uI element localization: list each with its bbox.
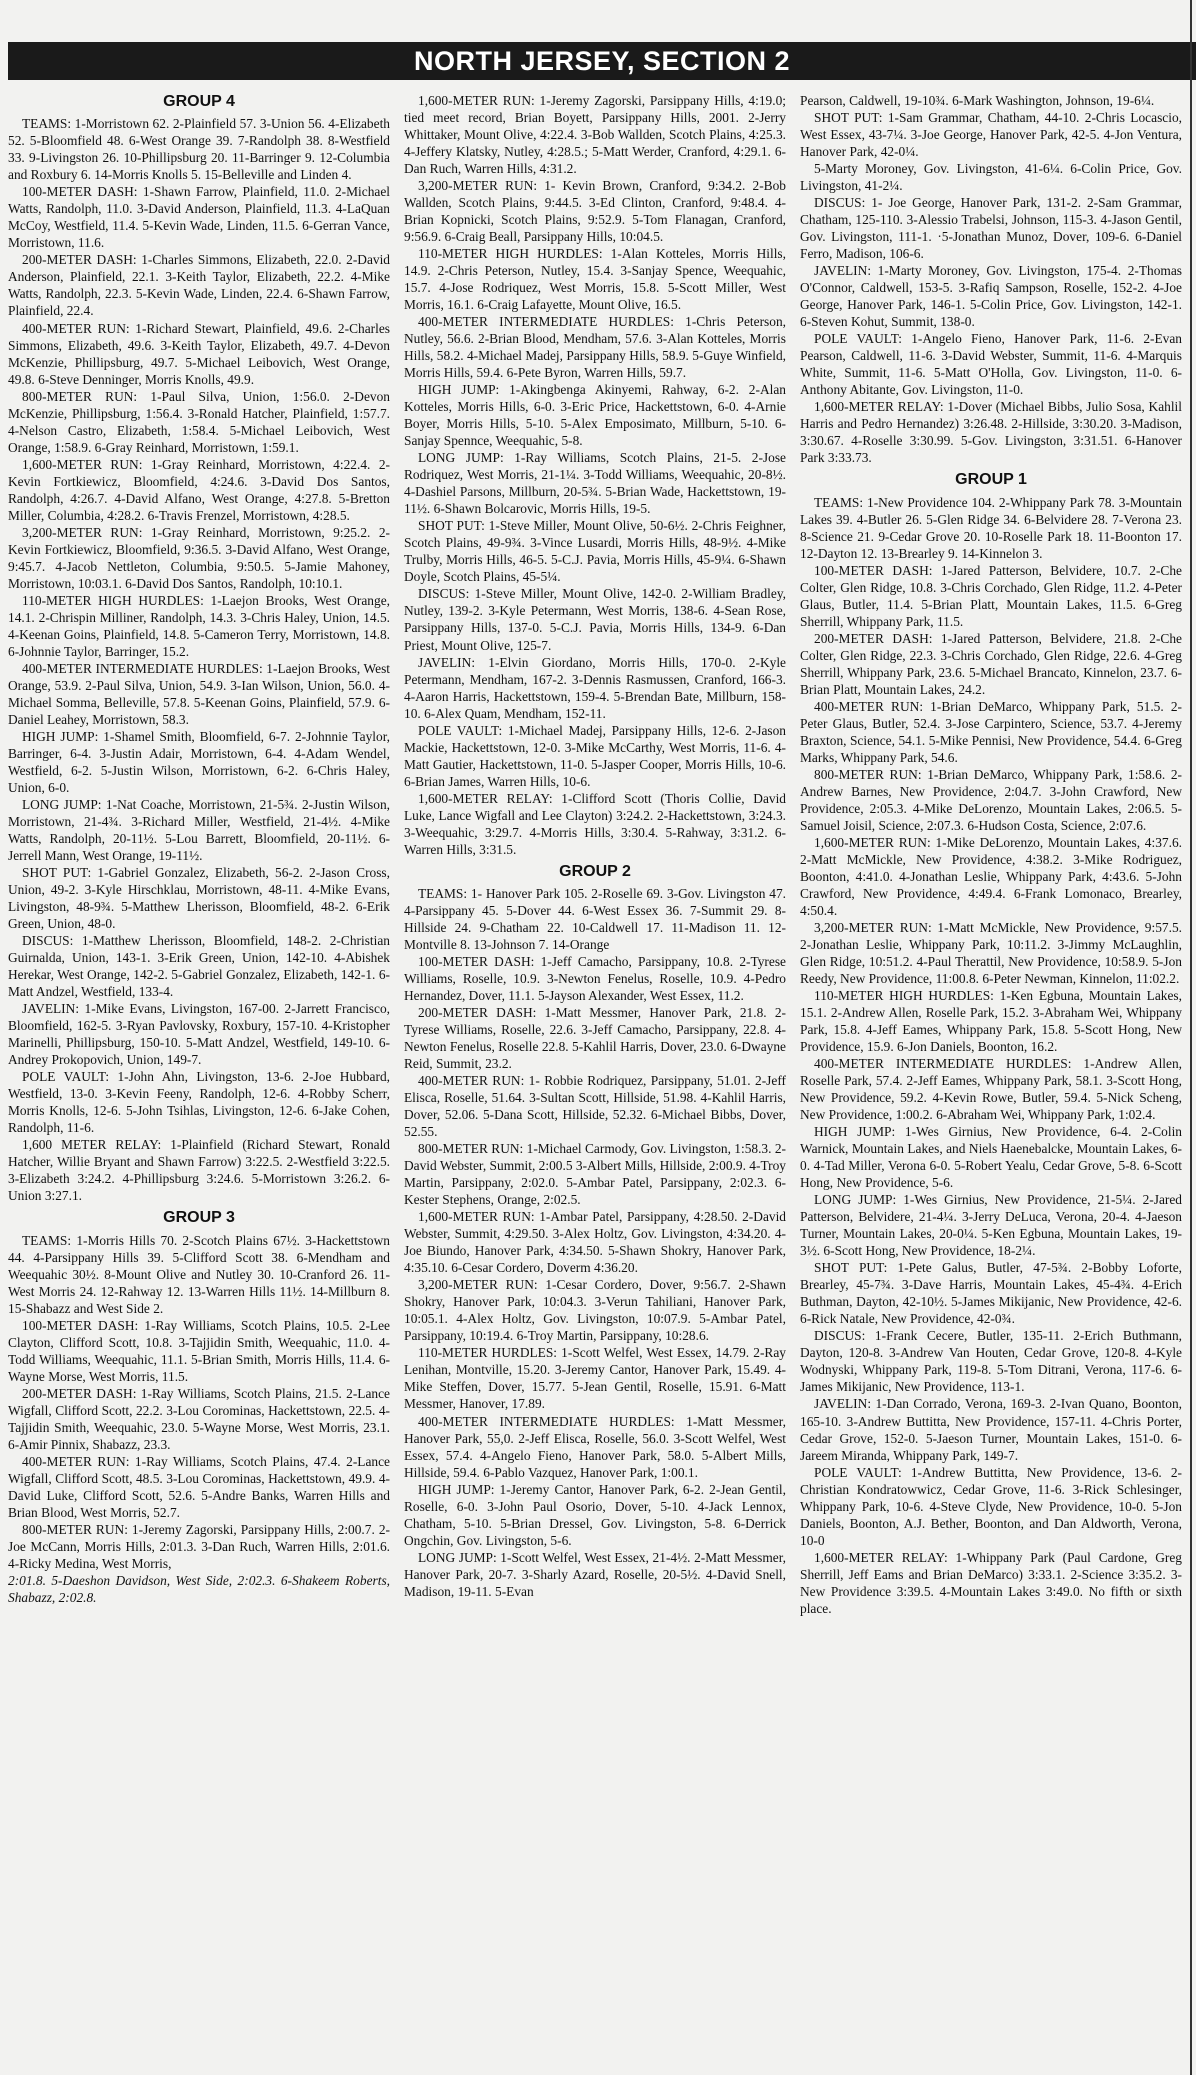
group-heading: GROUP 2	[559, 862, 631, 880]
result-paragraph: 200-METER DASH: 1-Ray Williams, Scotch Plains, 21.5. 2-Lance Wigfall, Clifford Scott, 22.2. 3-Lou Corominas, Hackettstown, 22.5. 4-Tajjidin Smith, Weequahic, 23.0. 5-Wayne Morse, West Morris, 23.1. 6-Amir Pinnix, Shabazz, 23.3.	[8, 1385, 390, 1452]
result-paragraph: 110-METER HIGH HURDLES: 1-Laejon Brooks, West Orange, 14.1. 2-Chrispin Milliner, Randolph, 14.3. 3-Chris Haley, Union, 14.5. 4-Keenan Goins, Plainfield, 14.8. 5-Cameron Terry, Morristown, 14.8. 6-Johnnie Taylor, Barringer, 15.2.	[8, 592, 390, 659]
result-paragraph: 400-METER INTERMEDIATE HURDLES: 1-Chris Peterson, Nutley, 56.6. 2-Brian Blood, Mendham, 57.6. 3-Alan Kotteles, Morris Hills, 58.2. 4-Michael Madej, Parsippany Hills, 58.9. 5-Guye Winfield, Morris Hills, 59.4. 6-Pete Byron, Warren Hills, 59.7.	[404, 314, 786, 381]
result-paragraph: 100-METER DASH: 1-Shawn Farrow, Plainfield, 11.0. 2-Michael Watts, Randolph, 11.0. 3-David Anderson, Plainfield, 11.3. 4-LaQuan McCoy, Westfield, 11.4. 5-Kevin Wade, Linden, 11.5. 6-Gerran Vance, Morristown, 11.6.	[8, 184, 390, 251]
result-paragraph: 400-METER INTERMEDIATE HURDLES: 1-Laejon Brooks, West Orange, 53.9. 2-Paul Silva, Union, 54.9. 3-Ian Wilson, Union, 56.0. 4-Michael Somma, Belleville, 57.8. 5-Keenan Goins, Plainfield, 57.9. 6-Daniel Leahey, Morristown, 58.3.	[8, 660, 390, 727]
group-heading: GROUP 1	[955, 471, 1027, 489]
result-paragraph: LONG JUMP: 1-Ray Williams, Scotch Plains, 21-5. 2-Jose Rodriquez, West Morris, 21-1¼. 3-Todd Williams, Weequahic, 20-8½. 4-Dashiel Parsons, Millburn, 20-5¾. 5-Brian Wade, Hackettstown, 19-11½. 6-Shawn Bolcarovic, Morris Hills, 19-5.	[404, 450, 786, 517]
result-paragraph: JAVELIN: 1-Mike Evans, Livingston, 167-00. 2-Jarrett Francisco, Bloomfield, 162-5. 3-Ryan Pavlovsky, Roxbury, 157-10. 4-Kristopher Marinelli, Phillipsburg, 150-10. 5-Matt Andzel, Westfield, 149-10. 6-Andrey Prokopovich, Union, 149-7.	[8, 1001, 390, 1068]
result-paragraph: HIGH JUMP: 1-Jeremy Cantor, Hanover Park, 6-2. 2-Jean Gentil, Roselle, 6-0. 3-John Paul Osorio, Dover, 5-10. 4-Jack Lennox, Chatham, 5-10. 5-Brian Dressel, Gov. Livingston, 5-8. 6-Derrick Ongchin, Gov. Livingston, 5-6.	[404, 1481, 786, 1548]
result-paragraph: LONG JUMP: 1-Wes Girnius, New Providence, 21-5¼. 2-Jared Patterson, Belvidere, 21-4¼. 3-Jerry DeLuca, Verona, 20-4. 4-Jaeson Turner, Mountain Lakes, 20-0¼. 5-Ken Egbuna, Mountain Lakes, 19-3½. 6-Scott Hong, New Providence, 18-2¼.	[800, 1192, 1182, 1259]
result-paragraph: TEAMS: 1- Hanover Park 105. 2-Roselle 69. 3-Gov. Livingston 47. 4-Parsippany 45. 5-Dover 44. 6-West Essex 36. 7-Summit 29. 8-Hillside 24. 9-Chatham 22. 10-Caldwell 17. 11-Madison 11. 12-Montville 8. 13-Johnson 7. 14-Orange	[404, 886, 786, 953]
result-paragraph: SHOT PUT: 1-Pete Galus, Butler, 47-5¾. 2-Bobby Loforte, Brearley, 45-7¾. 3-Dave Harris, Mountain Lakes, 45-4¾. 4-Erich Buthman, Dayton, 42-10½. 5-James Mikijanic, New Providence, 42-6. 6-Rick Natale, New Providence, 42-0¾.	[800, 1260, 1182, 1327]
result-paragraph: Pearson, Caldwell, 19-10¾. 6-Mark Washington, Johnson, 19-6¼.	[800, 93, 1155, 108]
results-column-2	[404, 92, 786, 2070]
result-paragraph: 2:01.8. 5-Daeshon Davidson, West Side, 2:02.3. 6-Shakeem Roberts, Shabazz, 2:02.8.	[8, 1572, 390, 1605]
result-paragraph: DISCUS: 1- Joe George, Hanover Park, 131-2. 2-Sam Grammar, Chatham, 125-110. 3-Alessio Trabelsi, Johnson, 115-3. 4-Jason Gentil, Gov. Livingston, 111-1. ·5-Jonathan Munoz, Dover, 109-6. 6-Daniel Ferro, Madison, 106-6.	[800, 195, 1182, 262]
result-paragraph: DISCUS: 1-Steve Miller, Mount Olive, 142-0. 2-William Bradley, Nutley, 139-2. 3-Kyle Petermann, West Morris, 138-6. 4-Sean Rose, Parsippany Hills, 137-0. 5-C.J. Pavia, Morris Hills, 134-9. 6-Dan Priest, Mount Olive, 125-7.	[404, 586, 786, 653]
result-paragraph: TEAMS: 1-Morris Hills 70. 2-Scotch Plains 67½. 3-Hackettstown 44. 4-Parsippany Hills 39. 5-Clifford Scott 38. 6-Mendham and Weequahic 30½. 8-Mount Olive and Nutley 30. 10-Cranford 26. 11- West Morris 24. 12-Rahway 12. 13-Warren Hills 11½. 14-Millburn 8. 15-Shabazz and West Side 2.	[8, 1232, 390, 1316]
result-paragraph: POLE VAULT: 1-Michael Madej, Parsippany Hills, 12-6. 2-Jason Mackie, Hackettstown, 12-0. 3-Mike McCarthy, West Morris, 11-6. 4-Matt Gautier, Hackettstown, 11-0. 5-Jasper Cooper, Morris Hills, 10-6. 6-Brian James, Warren Hills, 10-6.	[404, 722, 786, 789]
result-paragraph: POLE VAULT: 1-John Ahn, Livingston, 13-6. 2-Joe Hubbard, Westfield, 13-0. 3-Kevin Feeny, Randolph, 12-6. 4-Robby Scherr, Morris Knolls, 12-6. 5-John Tsihlas, Livingston, 12-6. 6-Jake Cohen, Randolph, 11-6.	[8, 1069, 390, 1136]
group-heading: GROUP 4	[163, 93, 235, 110]
result-paragraph: 1,600 METER RELAY: 1-Plainfield (Richard Stewart, Ronald Hatcher, Willie Bryant and Shawn Farrow) 3:22.5. 2-Westfield 3:22.5. 3-Elizabeth 3:24.2. 4-Phillipsburg 3:24.6. 5-Morristown 3:26.2. 6-Union 3:27.1.	[8, 1137, 390, 1204]
result-paragraph: 100-METER DASH: 1-Jared Patterson, Belvidere, 10.7. 2-Che Colter, Glen Ridge, 10.8. 3-Chris Corchado, Glen Ridge, 11.2. 4-Peter Glaus, Butler, 11.4. 5-Brian Platt, Mountain Lakes, 11.5. 6-Greg Sherrill, Whippany Park, 11.5.	[800, 562, 1182, 629]
result-paragraph: 3,200-METER RUN: 1-Matt McMickle, New Providence, 9:57.5. 2-Jonathan Leslie, Whippany Park, 10:11.2. 3-Jimmy McLaughlin, Glen Ridge, 10:51.2. 4-Paul Therattil, New Providence, 10:58.9. 5-Jon Reedy, New Providence, 11:00.8. 6-Peter Newman, Kinnelon, 11:02.2.	[800, 920, 1182, 987]
result-paragraph: 1,600-METER RELAY: 1-Whippany Park (Paul Cardone, Greg Sherrill, Jeff Eams and Brian DeMarco) 3:33.1. 2-Science 3:35.2. 3-New Providence 3:39.5. 4-Mountain Lakes 3:49.0. No fifth or sixth place.	[800, 1549, 1182, 1616]
result-paragraph: JAVELIN: 1-Marty Moroney, Gov. Livingston, 175-4. 2-Thomas O'Connor, Caldwell, 153-5. 3-Rafiq Sampson, Roselle, 152-2. 4-Joe George, Hanover Park, 146-1. 5-Colin Price, Gov. Livingston, 142-1. 6-Steven Kohut, Summit, 138-0.	[800, 263, 1182, 330]
result-paragraph: TEAMS: 1-Morristown 62. 2-Plainfield 57. 3-Union 56. 4-Elizabeth 52. 5-Bloomfield 48. 6-West Orange 39. 7-Randolph 38. 8-Westfield 33. 9-Livingston 26. 10-Phillipsburg 20. 11-Barringer 9. 12-Columbia and Roxbury 6. 14-Morris Knolls 5. 15-Belleville and Linden 4.	[8, 116, 390, 183]
result-paragraph: HIGH JUMP: 1-Shamel Smith, Bloomfield, 6-7. 2-Johnnie Taylor, Barringer, 6-4. 3-Justin Adair, Morristown, 6-4. 4-Adam Wendel, Westfield, 6-2. 5-Justin Wilson, Morristown, 6-2. 6-Chris Haley, Union, 6-0.	[8, 728, 390, 795]
column-divider	[1190, 0, 1192, 2075]
result-paragraph: 200-METER DASH: 1-Jared Patterson, Belvidere, 21.8. 2-Che Colter, Glen Ridge, 22.3. 3-Chris Corchado, Glen Ridge, 22.6. 4-Greg Sherrill, Whippany Park, 23.6. 5-Michael Brancato, Kinnelon, 23.7. 6-Brian Platt, Mountain Lakes, 24.2.	[800, 630, 1182, 697]
result-paragraph: 1,600-METER RUN: 1-Jeremy Zagorski, Parsippany Hills, 4:19.0; tied meet record, Brian Boyett, Parsippany Hills, 2001. 2-Jerry Whittaker, Mount Olive, 4:22.4. 3-Bob Wallden, Scotch Plains, 4:25.3. 4-Jeffery Klatsky, Nutley, 4:28.5.; 5-Matt Werder, Cranford, 4:29.1. 6-Dan Ruch, Warren Hills, 4:31.2.	[404, 93, 786, 177]
result-paragraph: 110-METER HIGH HURDLES: 1-Alan Kotteles, Morris Hills, 14.9. 2-Chris Peterson, Nutley, 15.4. 3-Sanjay Spence, Weequahic, 15.7. 4-Jose Rodriquez, West Morris, 15.8. 5-Scott Miller, West Morris, 16.1. 6-Craig Lafayette, Mount Olive, 16.5.	[404, 246, 786, 313]
result-paragraph: 800-METER RUN: 1-Michael Carmody, Gov. Livingston, 1:58.3. 2-David Webster, Summit, 2:00.5 3-Albert Mills, Hillside, 2:00.9. 4-Troy Martin, Parsippany, 2:02.0. 5-Ambar Patel, Parsippany, 2:02.3. 6-Kester Stephens, Orange, 2:02.5.	[404, 1141, 786, 1208]
result-paragraph: 110-METER HIGH HURDLES: 1-Ken Egbuna, Mountain Lakes, 15.1. 2-Andrew Allen, Roselle Park, 15.2. 3-Abraham Wei, Whippany Park, 15.8. 4-Jeff Eames, Whippany Park, 15.8. 5-Scott Hong, New Providence, 15.9. 6-Jon Daniels, Boonton, 16.2.	[800, 988, 1182, 1055]
result-paragraph: SHOT PUT: 1-Steve Miller, Mount Olive, 50-6½. 2-Chris Feighner, Scotch Plains, 49-9¾. 3-Vince Lusardi, Morris Hills, 48-9½. 4-Mike Trulby, Morris Hills, 46-5. 5-C.J. Pavia, Morris Hills, 45-9¼. 6-Shawn Doyle, Scotch Plains, 45-5¼.	[404, 518, 786, 585]
result-paragraph: 200-METER DASH: 1-Charles Simmons, Elizabeth, 22.0. 2-David Anderson, Plainfield, 22.1. 3-Keith Taylor, Elizabeth, 22.2. 4-Mike Watts, Randolph, 22.3. 5-Kevin Wade, Linden, 22.4. 6-Shawn Farrow, Plainfield, 22.4.	[8, 252, 390, 319]
result-paragraph: 400-METER RUN: 1-Richard Stewart, Plainfield, 49.6. 2-Charles Simmons, Elizabeth, 49.6. 3-Keith Taylor, Elizabeth, 49.7. 4-Devon McKenzie, Phillipsburg, 49.7. 5-Michael Leibovich, West Orange, 49.8. 6-Steve Denninger, Morris Knolls, 49.9.	[8, 320, 390, 387]
result-paragraph: HIGH JUMP: 1-Akingbenga Akinyemi, Rahway, 6-2. 2-Alan Kotteles, Morris Hills, 6-0. 3-Eric Price, Hackettstown, 6-0. 4-Arnie Boyer, Morris Hills, 5-10. 5-Alex Emposimato, Millburn, 5-10. 6-Sanjay Spennce, Weequahic, 5-8.	[404, 382, 786, 449]
result-paragraph: JAVELIN: 1-Elvin Giordano, Morris Hills, 170-0. 2-Kyle Petermann, Mendham, 167-2. 3-Dennis Rasmussen, Cranford, 166-3. 4-Aaron Harris, Hackettstown, 159-4. 5-Brendan Bate, Millburn, 158-10. 6-Alex Quam, Mendham, 152-11.	[404, 654, 786, 721]
result-paragraph: 1,600-METER RELAY: 1-Dover (Michael Bibbs, Julio Sosa, Kahlil Harris and Pedro Hernandez) 3:26.48. 2-Hillside, 3:30.20. 3-Madison, 3:30.67. 4-Roselle 3:30.99. 5-Gov. Livingston, 3:31.51. 6-Hanover Park 3:33.73.	[800, 399, 1182, 466]
result-paragraph: SHOT PUT: 1-Gabriel Gonzalez, Elizabeth, 56-2. 2-Jason Cross, Union, 49-2. 3-Kyle Hirschklau, Morristown, 48-11. 4-Mike Evans, Livingston, 48-9¾. 5-Matthew Lherisson, Bloomfield, 48-2. 6-Erik Green, Union, 48-0.	[8, 865, 390, 932]
result-paragraph: LONG JUMP: 1-Nat Coache, Morristown, 21-5¾. 2-Justin Wilson, Morristown, 21-4¾. 3-Richard Miller, Westfield, 21-4½. 4-Mike Watts, Randolph, 20-11½. 5-Lou Barrett, Bloomfield, 20-11½. 6-Jerrell Mann, West Orange, 19-11½.	[8, 796, 390, 863]
result-paragraph: 3,200-METER RUN: 1-Gray Reinhard, Morristown, 9:25.2. 2-Kevin Fortkiewicz, Bloomfield, 9:36.5. 3-David Alfano, West Orange, 9:45.7. 4-Jacob Nettleton, Columbia, 9:50.5. 5-Jamie Mahoney, Morristown, 10:03.1. 6-David Dos Santos, Randolph, 10:10.1.	[8, 524, 390, 591]
result-paragraph: 1,600-METER RUN: 1-Gray Reinhard, Morristown, 4:22.4. 2-Kevin Fortkiewicz, Bloomfield, 4:24.6. 3-David Dos Santos, Randolph, 4:26.7. 4-David Alfano, West Orange, 4:27.8. 5-Bretton Miller, Columbia, 4:28.2. 6-Travis Frenzel, Morristown, 4:28.5.	[8, 456, 390, 523]
result-paragraph: 800-METER RUN: 1-Jeremy Zagorski, Parsippany Hills, 2:00.7. 2-Joe McCann, Morris Hills, 2:01.3. 3-Dan Ruch, Warren Hills, 2:01.6. 4-Ricky Medina, West Morris,	[8, 1521, 390, 1571]
result-paragraph: SHOT PUT: 1-Sam Grammar, Chatham, 44-10. 2-Chris Locascio, West Essex, 43-7¼. 3-Joe George, Hanover Park, 42-5. 4-Jon Ventura, Hanover Park, 42-0¼.	[800, 110, 1182, 160]
result-paragraph: 1,600-METER RELAY: 1-Clifford Scott (Thoris Collie, David Luke, Lance Wigfall and Lee Clayton) 3:24.2. 2-Hackettstown, 3:24.3. 3-Weequahic, 3:29.7. 4-Morris Hills, 3:30.4. 5-Rahway, 3:31.2. 6-Warren Hills, 3:31.5.	[404, 790, 786, 857]
result-paragraph: TEAMS: 1-New Providence 104. 2-Whippany Park 78. 3-Mountain Lakes 39. 4-Butler 26. 5-Glen Ridge 34. 6-Belvidere 28. 7-Verona 23. 8-Science 21. 9-Cedar Grove 20. 10-Roselle Park 18. 11-Boonton 17. 12-Dayton 12. 13-Brearley 9. 14-Kinnelon 3.	[800, 494, 1182, 561]
section-banner	[8, 42, 1196, 80]
results-column-1	[8, 92, 390, 2070]
result-paragraph: 1,600-METER RUN: 1-Ambar Patel, Parsippany, 4:28.50. 2-David Webster, Summit, 4:29.50. 3-Alex Holtz, Gov. Livingston, 4:34.20. 4-Joe Biundo, Hanover Park, 4:34.50. 5-Shawn Shokry, Hanover Park, 4:35.10. 6-Cesar Cordero, Doverm 4:36.20.	[404, 1209, 786, 1276]
result-paragraph: 3,200-METER RUN: 1-Cesar Cordero, Dover, 9:56.7. 2-Shawn Shokry, Hanover Park, 10:04.3. 3-Verun Tahiliani, Hanover Park, 10:05.1. 4-Alex Holtz, Gov. Livingston, 10:07.9. 5-Ambar Patel, Parsippany, 10:19.4. 6-Troy Martin, Parsippany, 10:28.6.	[404, 1277, 786, 1344]
results-columns	[8, 92, 1182, 2070]
result-paragraph: 400-METER RUN: 1-Ray Williams, Scotch Plains, 47.4. 2-Lance Wigfall, Clifford Scott, 48.5. 3-Lou Corominas, Hackettstown, 49.9. 4-David Luke, Clifford Scott, 52.6. 5-Andre Banks, Warren Hills and Brian Blood, West Morris, 52.7.	[8, 1453, 390, 1520]
result-paragraph: 5-Marty Moroney, Gov. Livingston, 41-6¼. 6-Colin Price, Gov. Livingston, 41-2¼.	[800, 161, 1182, 194]
result-paragraph: 800-METER RUN: 1-Brian DeMarco, Whippany Park, 1:58.6. 2-Andrew Barnes, New Providence, 2:04.7. 3-John Crawford, New Providence, 2:05.3. 4-Mike DeLorenzo, Mountain Lakes, 2:06.5. 5-Samuel Joisil, Science, 2:07.3. 6-Hudson Costa, Science, 2:07.6.	[800, 766, 1182, 833]
result-paragraph: POLE VAULT: 1-Andrew Buttitta, New Providence, 13-6. 2-Christian Kondratowwicz, Cedar Grove, 11-6. 3-Rick Schlesinger, Whippany Park, 10-6. 4-Steve Clyde, New Providence, 10-0. 5-Jon Daniels, Boonton, A.J. Bether, Boonton, and Dan Aldworth, Verona, 10-0	[800, 1464, 1182, 1548]
result-paragraph: 3,200-METER RUN: 1- Kevin Brown, Cranford, 9:34.2. 2-Bob Wallden, Scotch Plains, 9:44.5. 3-Ed Clinton, Cranford, 9:48.4. 4-Brian Kopnicki, Scotch Plains, 9:52.9. 5-Tom Flanagan, Cranford, 9:56.9. 6-Craig Beall, Parsippany Hills, 10:04.5.	[404, 178, 786, 245]
result-paragraph: 400-METER INTERMEDIATE HURDLES: 1-Andrew Allen, Roselle Park, 57.4. 2-Jeff Eames, Whippany Park, 58.1. 3-Scott Hong, New Providence, 59.2. 4-Kevin Rowe, Butler, 59.4. 5-Nick Scheng, New Providence, 1:00.2. 6-Abraham Wei, Whippany Park, 1:02.4.	[800, 1056, 1182, 1123]
result-paragraph: POLE VAULT: 1-Angelo Fieno, Hanover Park, 11-6. 2-Evan Pearson, Caldwell, 11-6. 3-David Webster, Summit, 11-6. 4-Marquis White, Summit, 11-6. 5-Matt O'Holla, Gov. Livingston, 11-0. 6-Anthony Abitante, Gov. Livingston, 11-0.	[800, 331, 1182, 398]
result-paragraph: 1,600-METER RUN: 1-Mike DeLorenzo, Mountain Lakes, 4:37.6. 2-Matt McMickle, New Providence, 4:38.2. 3-Mike Rodriguez, Boonton, 4:41.0. 4-Jonathan Leslie, Whippany Park, 4:43.6. 5-John Crawford, New Providence, 4:49.4. 6-Frank Lomonaco, Brearley, 4:50.4.	[800, 834, 1182, 919]
result-paragraph: 100-METER DASH: 1-Ray Williams, Scotch Plains, 10.5. 2-Lee Clayton, Clifford Scott, 10.8. 3-Tajjidin Smith, Weequahic, 11.0. 4-Todd Williams, Weequahic, 11.1. 5-Brian Smith, Morris Hills, 11.4. 6-Wayne Morse, West Morris, 11.5.	[8, 1317, 390, 1384]
result-paragraph: 200-METER DASH: 1-Matt Messmer, Hanover Park, 21.8. 2-Tyrese Williams, Roselle, 22.6. 3-Jeff Camacho, Parsippany, 22.8. 4-Newton Fenelus, Roselle 22.8. 5-Kahlil Harris, Dover, 23.0. 6-Dwayne Reid, Summit, 23.2.	[404, 1005, 786, 1072]
result-paragraph: DISCUS: 1-Matthew Lherisson, Bloomfield, 148-2. 2-Christian Guirnalda, Union, 143-1. 3-Erik Green, Union, 142-10. 4-Abishek Herekar, West Orange, 142-2. 5-Gabriel Gonzalez, Elizabeth, 142-1. 6-Matt Andzel, Westfield, 133-4.	[8, 933, 390, 1000]
result-paragraph: 400-METER RUN: 1-Brian DeMarco, Whippany Park, 51.5. 2-Peter Glaus, Butler, 52.4. 3-Jose Carpintero, Science, 53.7. 4-Jeremy Braxton, Science, 54.1. 5-Mike Pennisi, New Providence, 54.4. 6-Greg Marks, Whippany Park, 54.6.	[800, 698, 1182, 765]
result-paragraph: 400-METER RUN: 1- Robbie Rodriquez, Parsippany, 51.01. 2-Jeff Elisca, Roselle, 51.64. 3-Sultan Scott, Hillside, 51.98. 4-Kahlil Harris, Dover, 52.06. 5-Dana Scott, Hillside, 52.32. 6-Michael Bibbs, Dover, 52.55.	[404, 1073, 786, 1140]
results-column-3	[800, 92, 1182, 2070]
result-paragraph: 100-METER DASH: 1-Jeff Camacho, Parsippany, 10.8. 2-Tyrese Williams, Roselle, 10.9. 3-Newton Fenelus, Roselle, 10.9. 4-Pedro Hernandez, Dover, 11.1. 5-Jayson Alexander, West Essex, 11.2.	[404, 954, 786, 1004]
result-paragraph: 400-METER INTERMEDIATE HURDLES: 1-Matt Messmer, Hanover Park, 55,0. 2-Jeff Elisca, Roselle, 56.0. 3-Scott Welfel, West Essex, 57.4. 4-Angelo Fieno, Hanover Park, 58.0. 5-Albert Mills, Hillside, 59.4. 6-Pablo Vazquez, Hanover Park, 1:00.1.	[404, 1413, 786, 1480]
section-title: NORTH JERSEY, SECTION 2	[413, 45, 791, 76]
result-paragraph: HIGH JUMP: 1-Wes Girnius, New Providence, 6-4. 2-Colin Warnick, Mountain Lakes, and Niels Haenebalcke, Mountain Lakes, 6-0. 4-Tad Miller, Verona 6-0. 5-Robert Yealu, Cedar Grove, 5-8. 6-Scott Hong, New Providence, 5-6.	[800, 1124, 1182, 1191]
result-paragraph: DISCUS: 1-Frank Cecere, Butler, 135-11. 2-Erich Buthmann, Dayton, 120-8. 3-Andrew Van Houten, Cedar Grove, 120-8. 4-Kyle Wodnyski, Whippany Park, 119-8. 5-Tom Ditrani, Verona, 117-6. 6-James Mikijanic, New Providence, 113-1.	[800, 1328, 1182, 1395]
group-heading: GROUP 3	[163, 1209, 235, 1227]
result-paragraph: LONG JUMP: 1-Scott Welfel, West Essex, 21-4½. 2-Matt Messmer, Hanover Park, 20-7. 3-Sharly Azard, Roselle, 20-5½. 4-David Snell, Madison, 19-11. 5-Evan	[404, 1549, 786, 1599]
result-paragraph: JAVELIN: 1-Dan Corrado, Verona, 169-3. 2-Ivan Quano, Boonton, 165-10. 3-Andrew Buttitta, New Providence, 157-11. 4-Chris Porter, Cedar Grove, 152-0. 5-Jaeson Turner, Mountain Lakes, 151-0. 6-Jareem Miranda, Whippany Park, 149-7.	[800, 1396, 1182, 1463]
result-paragraph: 800-METER RUN: 1-Paul Silva, Union, 1:56.0. 2-Devon McKenzie, Phillipsburg, 1:56.4. 3-Ronald Hatcher, Plainfield, 1:57.7. 4-Nelson Castro, Elizabeth, 1:58.4. 5-Michael Leibovich, West Orange, 1:58.9. 6-Gray Reinhard, Morristown, 1:59.1.	[8, 388, 390, 455]
result-paragraph: 110-METER HURDLES: 1-Scott Welfel, West Essex, 14.79. 2-Ray Lenihan, Montville, 15.20. 3-Jeremy Cantor, Hanover Park, 15.49. 4-Mike Steffen, Dover, 15.77. 5-Jean Gentil, Roselle, 15.91. 6-Matt Messmer, Hanover, 17.89.	[404, 1345, 786, 1412]
